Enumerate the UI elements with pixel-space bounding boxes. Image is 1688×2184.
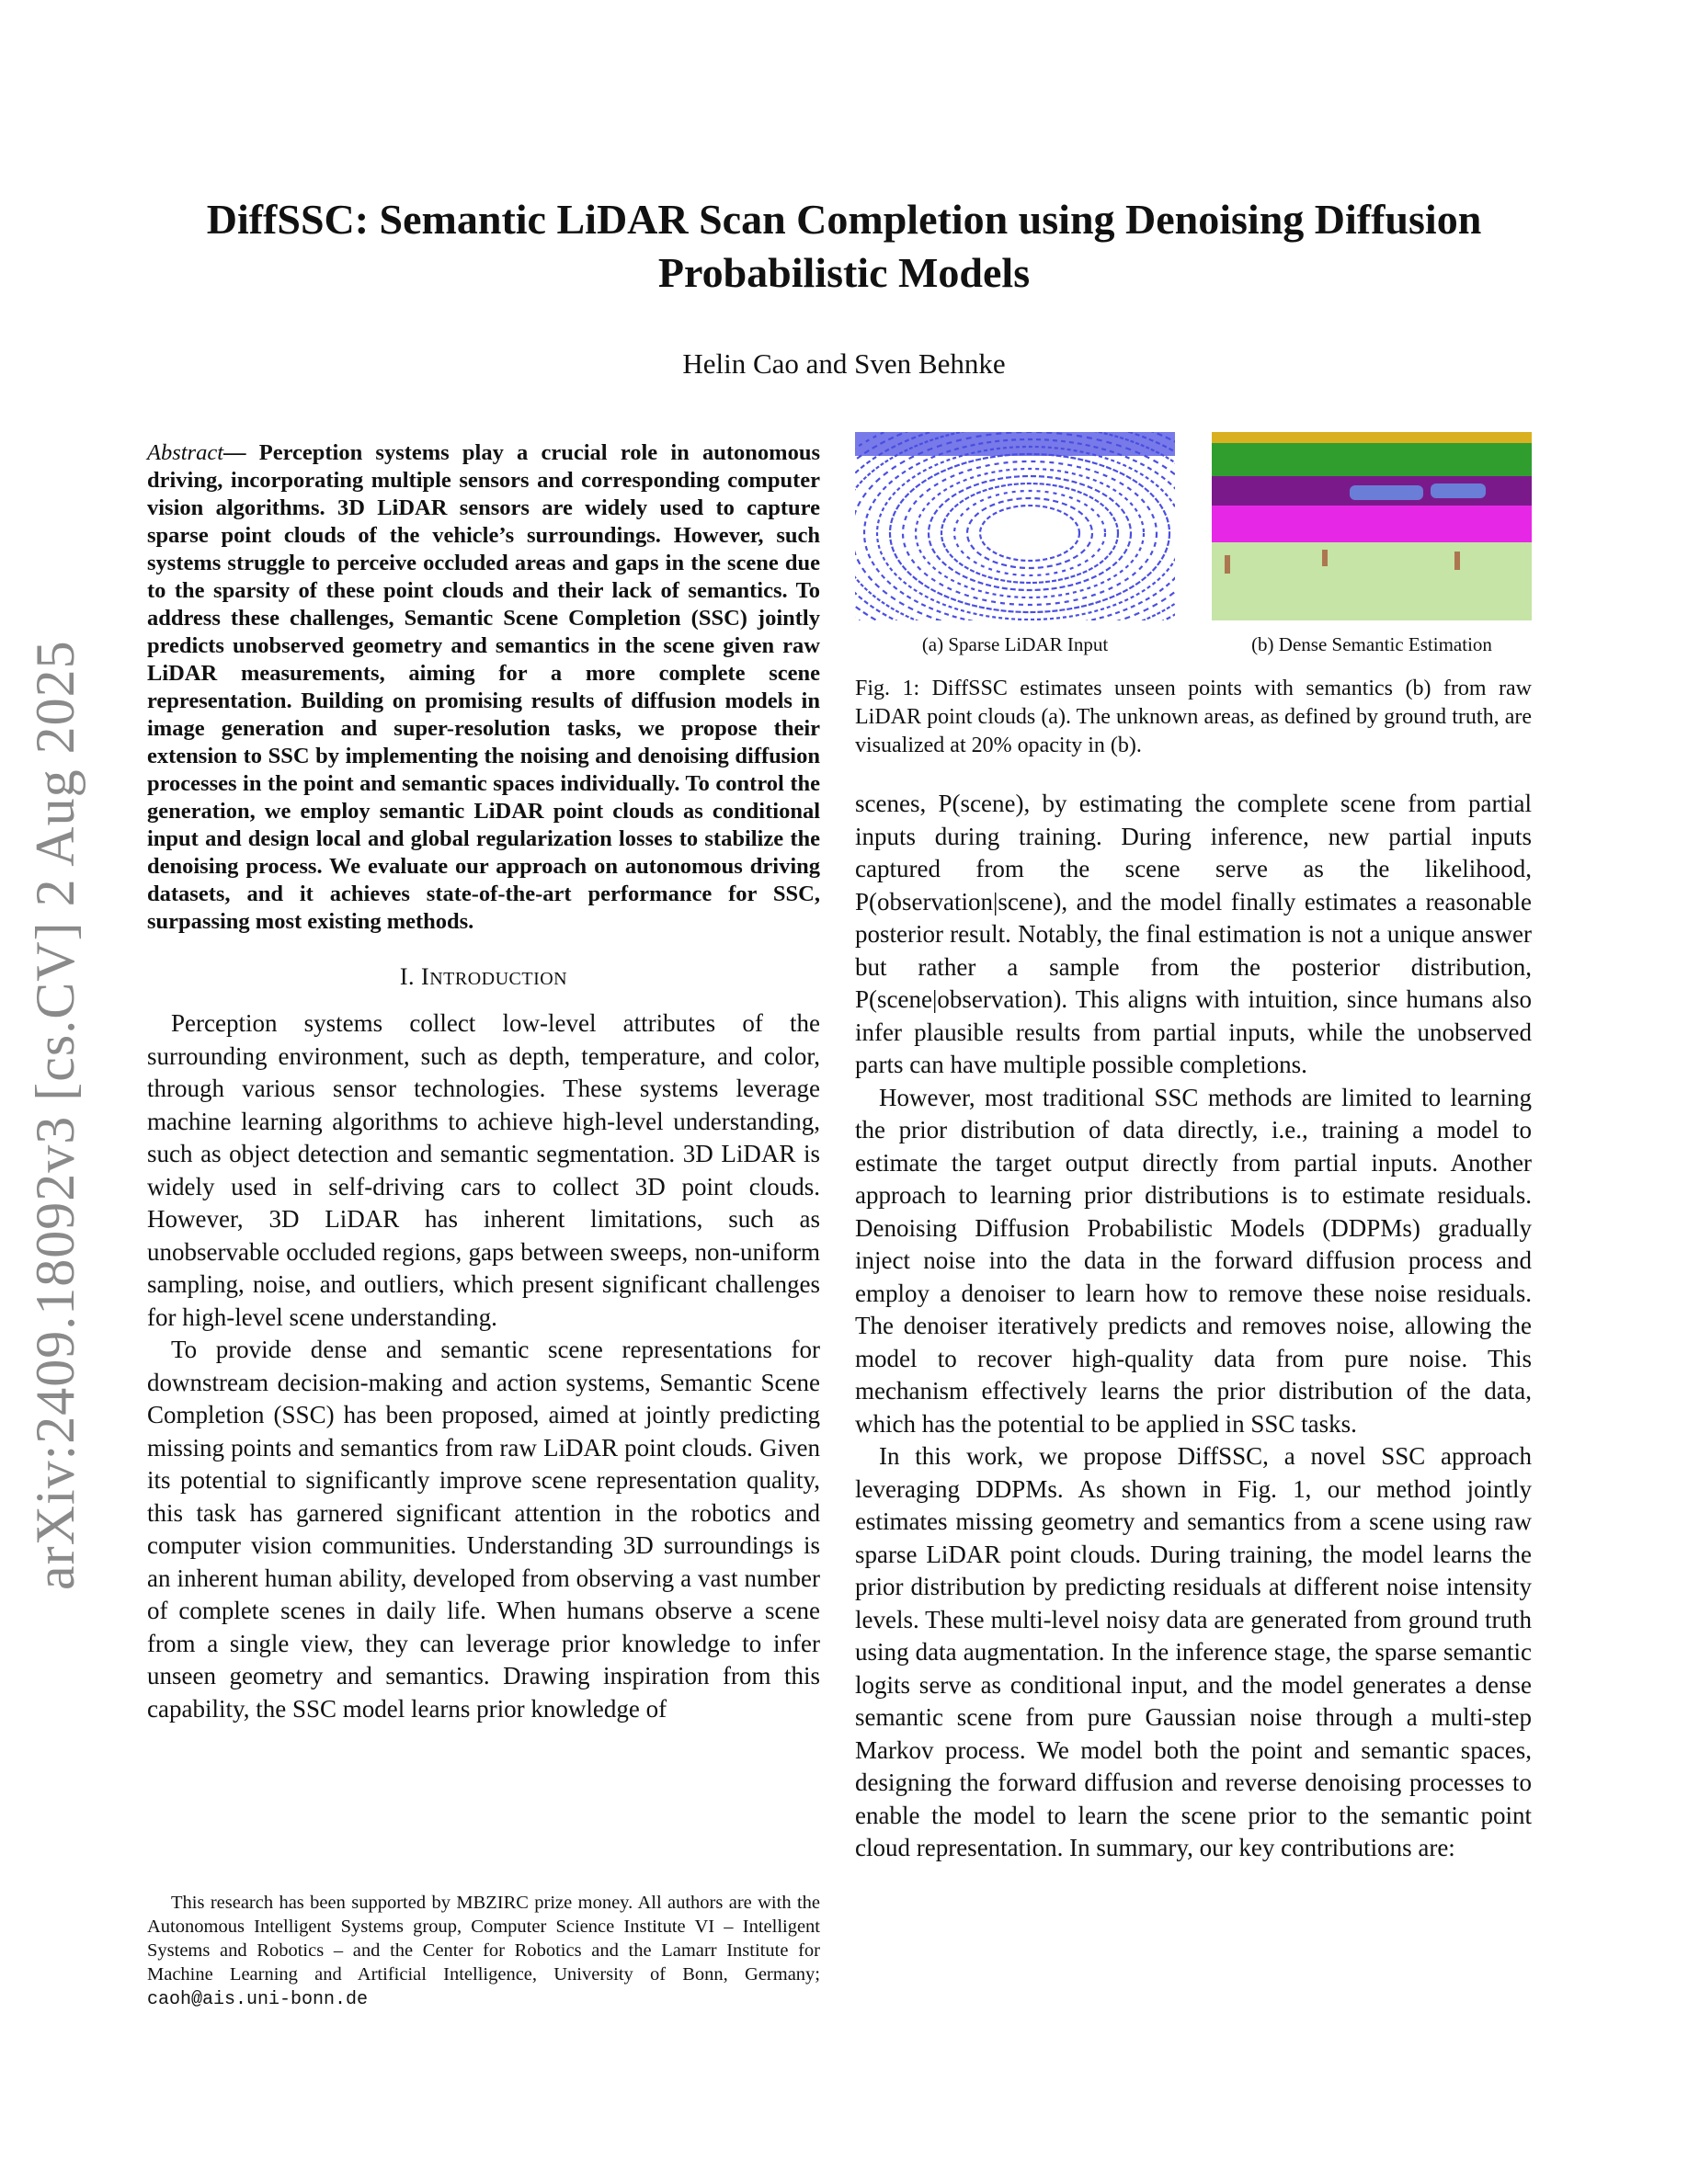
- road-region: [1212, 506, 1532, 542]
- intro-paragraph-5: In this work, we propose DiffSSC, a novel SSC approach leveraging DDPMs. As shown in Fig. 1, our method jointly estimates missing geometry and semantics from a scene using raw sparse LiDAR point clouds. During training, the model learns the prior distribution by predicting residuals at different noise intensity levels. These multi-level noisy data are generated from ground truth using data augmentation. In the inference stage, the sparse semantic logits serve as conditional input, and the model generates a dense semantic scene from pure Gaussian noise through a multi-step Markov process. We model both the point and semantic spaces, designing the forward diffusion and reverse denoising processes to enable the model to learn the scene prior to the semantic point cloud representation. In summary, our key contributions are:: [855, 1442, 1532, 1861]
- intro-paragraph-3: scenes, P(scene), by estimating the complete scene from partial inputs during training. During inference, new partial inputs captured from the scene serve as the likelihood, P(observation|scene), and the model finally estimates a reasonable posterior result. Notably, the final estimation is not a unique answer but rather a sample from the posterior distribution, P(scene|observation). This aligns with intuition, since humans also infer plausible results from partial inputs, while the unobserved parts can have multiple possible completions.: [855, 790, 1532, 1078]
- figure-caption: Fig. 1: DiffSSC estimates unseen points with semantics (b) from raw LiDAR point clouds (a). The unknown areas, as defined by ground truth, are visualized at 20% opacity in (b).: [855, 677, 1532, 757]
- abstract: [147, 439, 820, 936]
- intro-paragraph-1: Perception systems collect low-level attributes of the surrounding environment, such as depth, temperature, and color, through various sensor technologies. These systems leverage machine learning algorithms to achieve high-level understanding, such as object detection and semantic segmentation. 3D LiDAR is widely used in self-driving cars to collect 3D point clouds. However, 3D LiDAR has inherent limitations, such as unobservable occluded regions, gaps between sweeps, non-uniform sampling, noise, and outliers, which present significant challenges for high-level scene understanding.: [147, 1009, 820, 1331]
- dense-semantic-image: [1212, 432, 1532, 620]
- left-column: [147, 439, 820, 1725]
- subcaption-a: (a) Sparse LiDAR Input: [921, 633, 1109, 655]
- figure-1: [855, 432, 1532, 656]
- unknown-area-overlay: [1212, 542, 1532, 620]
- figure-panel-b: [1212, 432, 1532, 656]
- intro-paragraph-4: However, most traditional SSC methods are limited to learning the prior distribution of data directly, i.e., training a model to estimate the target output directly from partial inputs. Another approach to learning prior distributions is to estimate residuals. Denoising Diffusion Probabilistic Models (DDPMs) gradually inject noise into the data in the forward diffusion process and employ a denoiser to learn how to remove these noise residuals. The denoiser iteratively predicts and removes noise, allowing the model to recover high-quality data from pure noise. This mechanism effectively learns the prior distribution of the data, which has the potential to be applied in SSC tasks.: [855, 1083, 1532, 1438]
- vegetation-region: [1212, 443, 1532, 480]
- footnote-text: This research has been supported by MBZIRC prize money. All authors are with the Autonomous Intelligent Systems group, Computer Science Institute VI – Intelligent Systems and Robotics – and the Center for Robotics and the Lamarr Institute for Machine Learning and Artificial Intelligence, University of Bonn, Germany;: [147, 1893, 820, 1985]
- section-heading-introduction: [147, 963, 820, 991]
- car-region-2: [1431, 483, 1486, 498]
- lidar-dense-band: [855, 432, 1175, 456]
- paper-authors: Helin Cao and Sven Behnke: [682, 347, 1006, 380]
- abstract-text: — Perception systems play a crucial role in autonomous driving, incorporating multiple sensors and corresponding computer vision algorithms. 3D LiDAR sensors are widely used to capture sparse point clouds of the vehicle’s surroundings. However, such systems struggle to perceive occluded areas and gaps in the scene due to the sparsity of these point clouds and their lack of semantics. To address these challenges, Semantic Scene Completion (SSC) jointly predicts unobserved geometry and semantics in the scene given raw LiDAR measurements, aiming for a more complete scene representation. Building on promising results of diffusion models in image generation and super-resolution tasks, we propose their extension to SSC by implementing the noising and denoising diffusion processes in the point and semantic spaces individually. To control the generation, we employ semantic LiDAR point clouds as conditional input and design local and global regularization losses to stabilize the denoising process. We evaluate our approach on autonomous driving datasets, and it achieves state-of-the-art performance for SSC, surpassing most existing methods.: [147, 440, 820, 934]
- paper-title: DiffSSC: Semantic LiDAR Scan Completion using Denoising Diffusion Probabilistic Models: [206, 196, 1482, 296]
- abstract-lead: Abstract: [147, 440, 224, 465]
- figure-panel-a: [855, 432, 1175, 656]
- right-body: [855, 788, 1532, 1865]
- footnote-email: caoh@ais.uni-bonn.de: [147, 1989, 369, 2010]
- lidar-center-gap: [991, 511, 1068, 555]
- right-column: [855, 432, 1532, 1865]
- car-region: [1350, 485, 1423, 500]
- section-numeral: I. I: [399, 963, 430, 990]
- footnote: [147, 1891, 820, 2012]
- sparse-lidar-image: [855, 432, 1175, 620]
- arxiv-identifier: arXiv:2409.18092v3 [cs.CV] 2 Aug 2025: [25, 640, 86, 1590]
- section-heading-rest: NTRODUCTION: [429, 969, 568, 989]
- intro-paragraph-2: To provide dense and semantic scene representations for downstream decision-making and action systems, Semantic Scene Completion (SSC) has been proposed, aimed at jointly predicting missing points and semantics from raw LiDAR point clouds. Given its potential to significantly improve scene representation quality, this task has garnered significant attention in the robotics and computer vision communities. Understanding 3D surroundings is an inherent human ability, developed from observing a vast number of complete scenes in daily life. When humans observe a scene from a single view, they can leverage prior knowledge to infer unseen geometry and semantics. Drawing inspiration from this capability, the SSC model learns prior knowledge of: [147, 1336, 820, 1723]
- subcaption-b: (b) Dense Semantic Estimation: [1251, 633, 1492, 655]
